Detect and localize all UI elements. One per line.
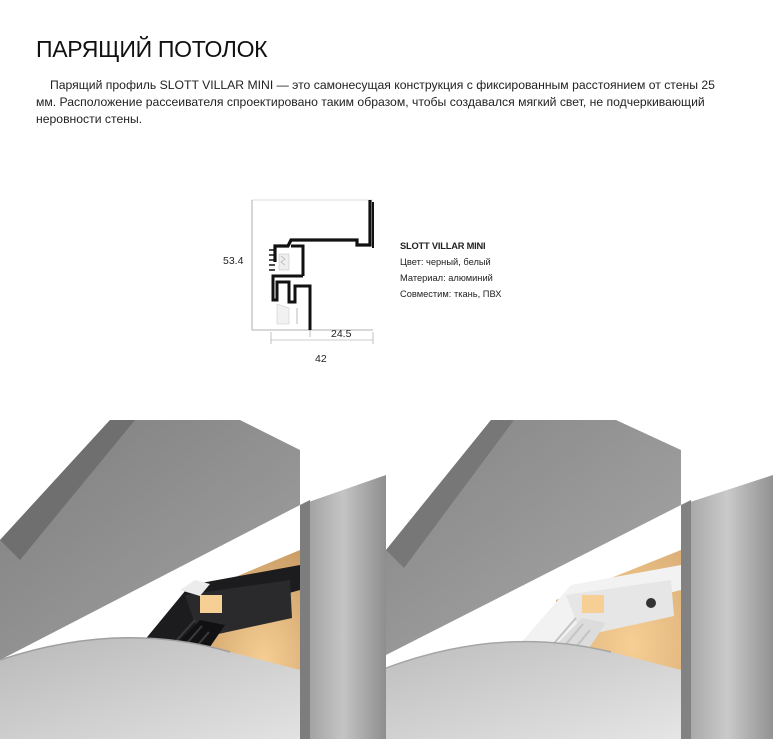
page-title: ПАРЯЩИЙ ПОТОЛОК [36, 36, 268, 62]
spec-color: Цвет: черный, белый [400, 257, 491, 267]
spec-material: Материал: алюминий [400, 273, 493, 283]
dimension-inner-width: 24.5 [331, 328, 352, 340]
profile-drawing [215, 192, 385, 372]
description-text: Парящий профиль SLOTT VILLAR MINI — это самонесущая конструкция с фиксированным расстоянием от стены 25 мм. Расположение рассеивателя спроектировано таким образом, чтобы создавался мягкий свет, не подчеркивающий неровности стены. [36, 78, 715, 126]
product-specs [400, 241, 501, 305]
product-name: SLOTT VILLAR MINI [400, 241, 486, 251]
spec-compatible: Совместим: ткань, ПВХ [400, 289, 502, 299]
photo-white-profile [386, 420, 773, 739]
dimension-height: 53.4 [223, 255, 244, 267]
photo-black-profile [0, 420, 386, 739]
dimension-total-width: 42 [315, 353, 327, 365]
profile-cross-section [215, 192, 385, 372]
